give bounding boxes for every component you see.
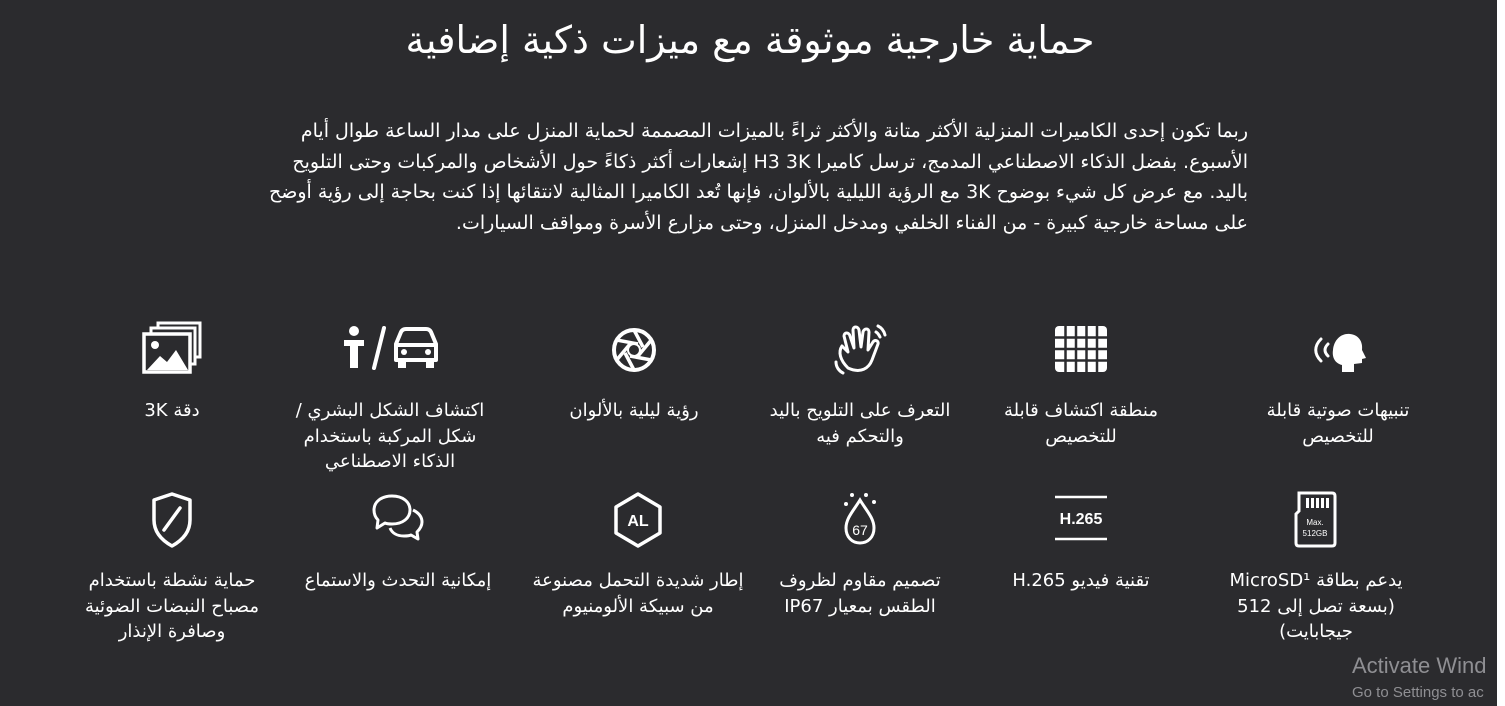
feature-h265 bbox=[971, 490, 1191, 594]
detection-zone-icon bbox=[1049, 320, 1113, 380]
windows-activation-watermark bbox=[1352, 652, 1487, 704]
feature-label: رؤية ليلية بالألوان bbox=[569, 400, 699, 421]
watermark-title: Activate Wind bbox=[1352, 653, 1487, 678]
feature-label: إطار شديدة التحمل مصنوعة من سبيكة الألومنيوم bbox=[532, 570, 744, 617]
aluminum-frame-icon bbox=[606, 490, 670, 550]
page-title: حماية خارجية موثوقة مع ميزات ذكية إضافية bbox=[405, 18, 1095, 62]
hand-wave-icon bbox=[828, 320, 892, 380]
feature-aluminum-frame bbox=[528, 490, 748, 619]
watermark-subtitle: Go to Settings to ac bbox=[1352, 684, 1484, 701]
feature-3k-resolution bbox=[62, 320, 282, 424]
feature-label: تصميم مقاوم لظروف الطقس بمعيار IP67 bbox=[779, 570, 941, 617]
feature-person-vehicle-detection bbox=[280, 320, 500, 475]
active-defense-icon bbox=[140, 490, 204, 550]
h265-icon-text: H.265 bbox=[1059, 511, 1103, 528]
feature-hand-wave bbox=[750, 320, 970, 449]
microsd-icon-text-max: Max. bbox=[1306, 518, 1324, 527]
feature-voice-alerts bbox=[1228, 320, 1448, 449]
feature-color-night-vision bbox=[524, 320, 744, 424]
ip67-icon bbox=[828, 490, 892, 550]
h265-icon bbox=[1049, 490, 1113, 550]
two-way-talk-icon bbox=[366, 490, 430, 550]
feature-microsd bbox=[1206, 490, 1426, 645]
feature-label: دقة 3K bbox=[144, 400, 200, 421]
feature-label: حماية نشطة باستخدام مصباح النبضات الضوئية وصافرة الإنذار bbox=[84, 570, 260, 642]
feature-two-way-talk bbox=[288, 490, 508, 594]
feature-label: التعرف على التلويح باليد والتحكم فيه bbox=[769, 400, 951, 447]
person-vehicle-icon bbox=[338, 320, 442, 380]
feature-detection-zone bbox=[971, 320, 1191, 449]
feature-label: منطقة اكتشاف قابلة للتخصيص bbox=[1004, 400, 1158, 447]
color-night-vision-icon bbox=[602, 320, 666, 380]
ip67-icon-text: 67 bbox=[852, 522, 868, 538]
feature-ip67 bbox=[750, 490, 970, 619]
feature-label: اكتشاف الشكل البشري / شكل المركبة باستخدام الذكاء الاصطناعي bbox=[295, 400, 485, 472]
intro-paragraph: ربما تكون إحدى الكاميرات المنزلية الأكثر متانة والأكثر ثراءً بالميزات المصممة لحماية المنزل على مدار الساعة طوال أيام الأسبوع. بفضل الذكاء الاصطناعي المدمج، ترسل كاميرا H3 3K إشعارات أكثر ذكاءً حول الأشخاص والمركبات وحتى التلويح باليد. مع عرض كل شيء بوضوح 3K مع الرؤية الليلية بالألوان، فإنها تُعد الكاميرا المثالية لانتقائها إذا كنت بحاجة إلى رؤية أوضح على مساحة خارجية كبيرة - من الفناء الخلفي ومدخل المنزل، وحتى مزارع الأسرة ومواقف السيارات. bbox=[268, 120, 1248, 234]
feature-label: تقنية فيديو H.265 bbox=[1012, 570, 1150, 591]
feature-active-defense bbox=[62, 490, 282, 645]
aluminum-icon-text: AL bbox=[627, 513, 649, 530]
feature-label: يدعم بطاقة MicroSD¹ (بسعة تصل إلى 512 جيجابايت) bbox=[1229, 570, 1403, 642]
feature-label: تنبيهات صوتية قابلة للتخصيص bbox=[1266, 400, 1410, 447]
window-right-edge bbox=[1497, 0, 1505, 706]
feature-label: إمكانية التحدث والاستماع bbox=[304, 570, 492, 591]
voice-alert-icon bbox=[1306, 320, 1370, 380]
microsd-icon-text-capacity: 512GB bbox=[1302, 529, 1328, 538]
microsd-card-icon bbox=[1284, 490, 1348, 550]
resolution-icon bbox=[140, 320, 204, 380]
